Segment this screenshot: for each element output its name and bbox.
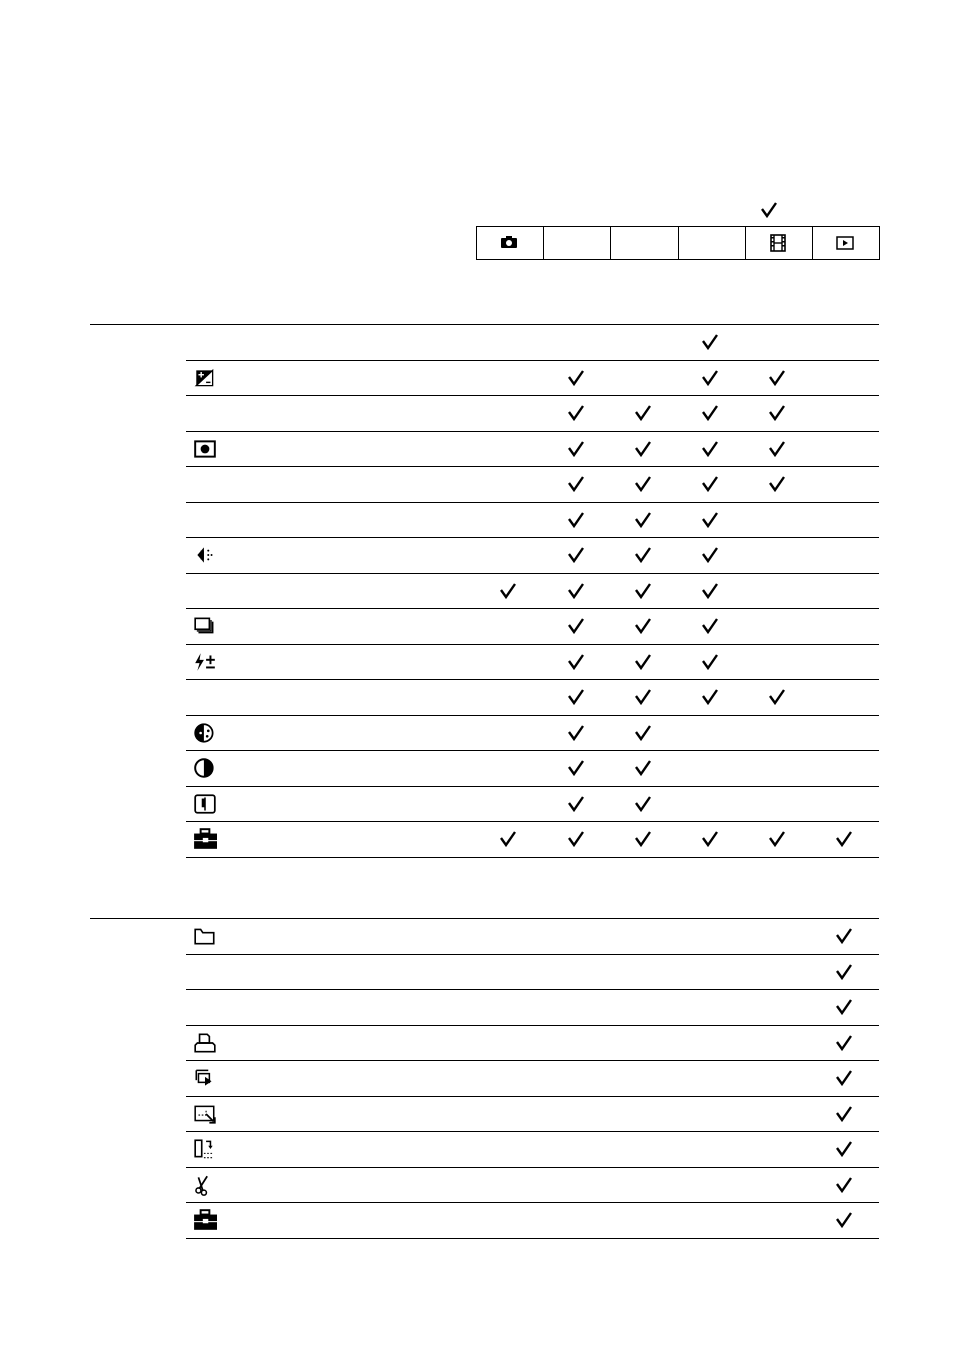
play-icon: [835, 233, 857, 253]
check-icon: [700, 687, 720, 707]
check-icon: [633, 403, 653, 423]
check-icon: [498, 581, 518, 601]
check-icon: [834, 997, 854, 1017]
row-icon-wrapper: [193, 368, 217, 388]
viewing-menu-row: [186, 1061, 879, 1097]
check-icon: [700, 403, 720, 423]
check-icon: [834, 1175, 854, 1195]
shooting-menu-row: [186, 680, 879, 716]
check-icon: [566, 545, 586, 565]
row-icon-wrapper: [193, 1139, 217, 1159]
check-icon: [700, 368, 720, 388]
shooting-menu-row: [186, 396, 879, 432]
row-icon-wrapper: [193, 1175, 217, 1195]
check-icon: [566, 687, 586, 707]
shooting-menu-row: [186, 787, 879, 823]
row-icon-wrapper: [193, 723, 217, 743]
shooting-menu-row: [186, 325, 879, 361]
check-icon: [633, 616, 653, 636]
print-icon: [193, 1032, 217, 1054]
check-icon: [834, 1068, 854, 1088]
shooting-menu-row: [186, 467, 879, 503]
check-icon: [767, 439, 787, 459]
row-icon-wrapper: [193, 926, 217, 946]
row-icon-wrapper: [193, 794, 217, 814]
check-icon: [834, 1033, 854, 1053]
shooting-menu-row: [186, 538, 879, 574]
shooting-menu-rows: [186, 325, 879, 858]
check-icon: [700, 439, 720, 459]
viewing-menu-row: [186, 1203, 879, 1239]
row-icon-wrapper: [193, 1068, 217, 1088]
row-icon-wrapper: [193, 439, 217, 459]
check-icon: [633, 829, 653, 849]
row-icon-wrapper: [193, 652, 217, 672]
resize-icon: [193, 1103, 217, 1125]
check-icon: [566, 510, 586, 530]
check-icon: [633, 581, 653, 601]
check-icon: [633, 474, 653, 494]
check-icon: [566, 652, 586, 672]
check-icon: [566, 794, 586, 814]
burst-icon: [193, 615, 217, 637]
check-icon: [566, 403, 586, 423]
header-cell-auto: [477, 227, 544, 259]
shooting-menu-row: [186, 503, 879, 539]
check-icon: [566, 581, 586, 601]
header-cell-movie: [746, 227, 813, 259]
check-icon: [834, 962, 854, 982]
shooting-menu-row: [186, 645, 879, 681]
check-icon: [767, 403, 787, 423]
check-icon: [566, 723, 586, 743]
shooting-menu-row: [186, 361, 879, 397]
row-icon-wrapper: [193, 545, 217, 565]
viewing-menu-row: [186, 919, 879, 955]
check-icon: [834, 829, 854, 849]
contrast-icon: [193, 757, 217, 779]
folder-icon: [193, 925, 217, 947]
check-icon: [566, 439, 586, 459]
viewing-menu-row: [186, 1132, 879, 1168]
viewing-menu-row: [186, 1168, 879, 1204]
row-icon-wrapper: [193, 1104, 217, 1124]
viewing-menu-row: [186, 1026, 879, 1062]
check-icon: [633, 687, 653, 707]
row-icon-wrapper: [193, 1033, 217, 1053]
header-cell-mode2: [544, 227, 611, 259]
header-cell-playback: [813, 227, 879, 259]
check-icon: [700, 652, 720, 672]
check-icon: [633, 545, 653, 565]
check-icon: [566, 368, 586, 388]
check-icon: [700, 616, 720, 636]
divide-scissors-icon: [193, 1174, 217, 1196]
check-icon: [633, 794, 653, 814]
shooting-menu-row: [186, 574, 879, 610]
focus-icon: [193, 544, 217, 566]
shooting-menu-row: [186, 432, 879, 468]
metering-mode-icon: [193, 438, 217, 460]
exposure-compensation-icon: [193, 367, 217, 389]
viewing-menu-row: [186, 990, 879, 1026]
check-icon: [566, 829, 586, 849]
shooting-menu-row: [186, 716, 879, 752]
camera-icon: [499, 233, 521, 253]
viewing-menu-rows: [186, 919, 879, 1239]
check-icon: [633, 652, 653, 672]
viewing-menu-row: [186, 1097, 879, 1133]
check-icon: [700, 474, 720, 494]
check-icon: [700, 829, 720, 849]
setup-toolbox-icon: [193, 828, 217, 850]
row-icon-wrapper: [193, 616, 217, 636]
check-icon: [834, 1104, 854, 1124]
row-icon-wrapper: [193, 1210, 217, 1230]
shooting-menu-row: [186, 609, 879, 645]
mode-header-row: [476, 226, 880, 260]
check-icon: [767, 368, 787, 388]
check-icon: [633, 723, 653, 743]
check-icon: [633, 758, 653, 778]
shooting-menu-row: [186, 751, 879, 787]
slide-show-icon: [193, 1067, 217, 1089]
check-icon: [834, 1139, 854, 1159]
saturation-icon: [193, 722, 217, 744]
shooting-menu-row: [186, 822, 879, 858]
header-cell-mode4: [679, 227, 746, 259]
check-icon: [633, 439, 653, 459]
check-icon: [498, 829, 518, 849]
check-icon: [700, 545, 720, 565]
row-icon-wrapper: [193, 758, 217, 778]
check-icon: [767, 687, 787, 707]
flash-level-icon: [193, 651, 217, 673]
check-icon: [566, 616, 586, 636]
check-icon: [834, 926, 854, 946]
check-icon: [700, 581, 720, 601]
check-icon: [700, 332, 720, 352]
check-icon: [767, 474, 787, 494]
film-strip-icon: [768, 233, 790, 253]
header-cell-mode3: [611, 227, 678, 259]
setup-toolbox-icon: [193, 1209, 217, 1231]
viewing-menu-row: [186, 955, 879, 991]
legend-check-icon: [759, 200, 779, 220]
check-icon: [566, 758, 586, 778]
check-icon: [834, 1210, 854, 1230]
sharpness-icon: [193, 793, 217, 815]
check-icon: [633, 510, 653, 530]
check-icon: [767, 829, 787, 849]
rotate-icon: [193, 1138, 217, 1160]
check-icon: [700, 510, 720, 530]
row-icon-wrapper: [193, 829, 217, 849]
check-icon: [566, 474, 586, 494]
